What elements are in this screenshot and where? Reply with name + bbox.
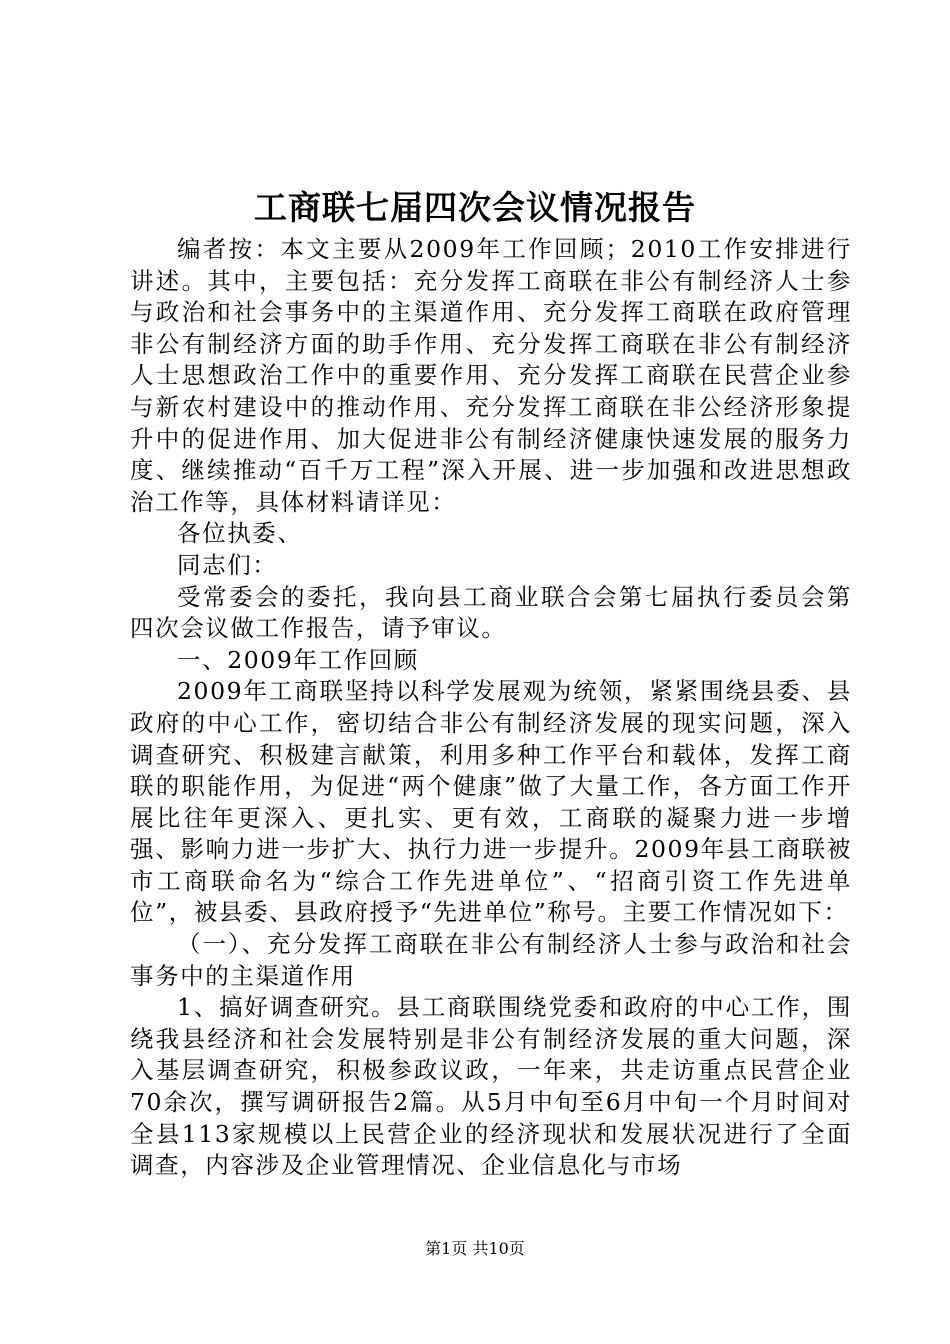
section-heading-2009-review: 一、2009年工作回顾 [177,645,419,674]
paragraph-intro: 受常委会的委托，我向县工商业联合会第七届执行委员会第四次会议做工作报告，请予审议。 [130,582,852,643]
paragraph-salutation-comrades: 同志们： [177,550,278,579]
subsection-heading-1: （一）、充分发挥工商联在非公有制经济人士参与政治和社会事务中的主渠道作用 [130,930,852,990]
paragraph-2009-summary: 2009年工商联坚持以科学发展观为统领，紧紧围绕县委、县政府的中心工作，密切结合非公有制经济发展的现实问题，深入调查研究、积极建言献策，利用多种工作平台和载体，发挥工商联的职能作用，为促进“两个健康”做了大量工作，各方面工作开展比往年更深入、更扎实、更有效，工商联的凝聚力进一步增强、影响力进一步扩大、执行力进一步提升。2009年县工商联被市工商联命名为“综合工作先进单位”、“招商引资工作先进单位”，被县委、县政府授予“先进单位”称号。主要工作情况如下： [130,677,852,927]
paragraph-editor-note: 编者按：本文主要从2009年工作回顾；2010工作安排进行讲述。其中，主要包括：充分发挥工商联在非公有制经济人士参与政治和社会事务中的主渠道作用、充分发挥工商联在政府管理非公有制经济方面的助手作用、充分发挥工商联在非公有制经济人士思想政治工作中的重要作用、充分发挥工商联在民营企业参与新农村建设中的推动作用、充分发挥工商联在非公经济形象提升中的促进作用、加大促进非公有制经济健康快速发展的服务力度、继续推动“百千万工程”深入开展、进一步加强和改进思想政治工作等，具体材料请详见： [130,235,852,516]
document-title: 工商联七届四次会议情况报告 [254,188,696,227]
document-body [130,234,852,1182]
paragraph-salutation-members: 各位执委、 [177,519,303,548]
page-footer: 第1页 共10页 [425,1239,525,1258]
paragraph-research: 1、搞好调查研究。县工商联围绕党委和政府的中心工作，围绕我县经济和社会发展特别是非公有制经济发展的重大问题，深入基层调查研究，积极参政议政，一年来，共走访重点民营企业70余次，撰写调研报告2篇。从5月中旬至6月中旬一个月时间对全县113家规模以上民营企业的经济现状和发展状况进行了全面调查，内容涉及企业管理情况、企业信息化与市场 [130,993,852,1180]
